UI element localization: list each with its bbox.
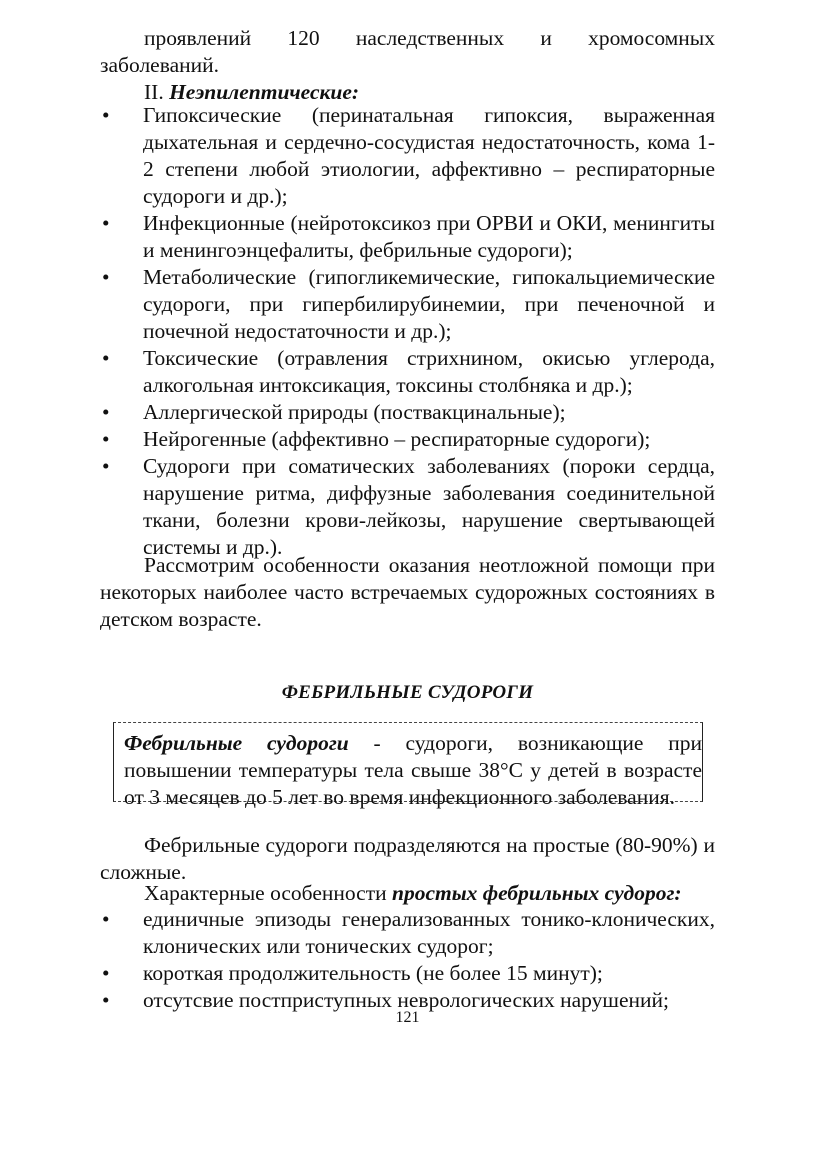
intro-text: проявлений 120 наследственных и хромосомных заболеваний. (100, 26, 715, 77)
list-item (100, 399, 715, 426)
list-item (100, 345, 715, 399)
list-item (100, 210, 715, 264)
list-item-text: единичные эпизоды генерализованных тонико-клонических, клонических или тонических судорог; (143, 907, 715, 958)
list-item-text: Судороги при соматических заболеваниях (пороки сердца, нарушение ритма, диффузные заболевания соединительной ткани, болезни крови-лейкозы, нарушение свертывающей системы и др.). (143, 454, 715, 559)
bullet-icon: • (102, 103, 110, 127)
list-item-text: Инфекционные (нейротоксикоз при ОРВИ и ОКИ, менингиты и менингоэнцефалиты, фебрильные судороги); (143, 211, 715, 262)
list-item (100, 264, 715, 345)
bullet-icon: • (102, 346, 110, 370)
non-epileptic-list (100, 102, 715, 561)
list-item-text: короткая продолжительность (не более 15 минут); (143, 961, 603, 985)
section-number: II. (144, 80, 164, 104)
list-item-text: Нейрогенные (аффективно – респираторные судороги); (143, 427, 651, 451)
bullet-icon: • (102, 961, 110, 985)
bullet-icon: • (102, 454, 110, 478)
definition-body: - судороги, возникающие при повышении температуры тела свыше 38°С у детей в возрасте от 3 месяцев до 5 лет во время инфекционного заболевания. (124, 731, 702, 809)
simple-features-list (100, 906, 715, 1014)
list-item (100, 960, 715, 987)
features-paragraph (100, 880, 715, 907)
features-emphasis: простых фебрильных судорог: (391, 881, 682, 905)
bullet-icon: • (102, 988, 110, 1012)
bullet-icon: • (102, 427, 110, 451)
list-item (100, 453, 715, 561)
page-number: 121 (395, 1009, 420, 1026)
list-item-text: Гипоксические (перинатальная гипоксия, выраженная дыхательная и сердечно-сосудистая недостаточность, кома 1-2 степени любой этиологии, аффективно – респираторные судороги и др.); (143, 103, 715, 208)
bullet-icon: • (102, 400, 110, 424)
section-heading: Неэпилептические: (169, 80, 360, 104)
definition-text (124, 730, 702, 811)
list-item (100, 102, 715, 210)
consider-paragraph: Рассмотрим особенности оказания неотложной помощи при некоторых наиболее часто встречаемых судорожных состояниях в детском возрасте. (100, 553, 715, 631)
bullet-icon: • (102, 907, 110, 931)
list-item (100, 906, 715, 960)
section-title: ФЕБРИЛЬНЫЕ СУДОРОГИ (281, 682, 534, 703)
list-item-text: Токсические (отравления стрихнином, окисью углерода, алкогольная интоксикация, токсины столбняка и др.); (143, 346, 715, 397)
divide-paragraph: Фебрильные судороги подразделяются на простые (80-90%) и сложные. (100, 833, 715, 884)
definition-box (113, 722, 703, 809)
bullet-icon: • (102, 265, 110, 289)
bullet-icon: • (102, 211, 110, 235)
list-item-text: отсутсвие постприступных неврологических нарушений; (143, 988, 669, 1012)
intro-paragraph (100, 25, 715, 79)
list-item (100, 426, 715, 453)
list-item-text: Аллергической природы (поствакцинальные); (143, 400, 566, 424)
list-item-text: Метаболические (гипогликемические, гипокальциемические судороги, при гипербилирубинемии, при печеночной и почечной недостаточности и др.); (143, 265, 715, 343)
definition-term: Фебрильные судороги (124, 731, 349, 755)
features-lead: Характерные особенности (144, 881, 392, 905)
